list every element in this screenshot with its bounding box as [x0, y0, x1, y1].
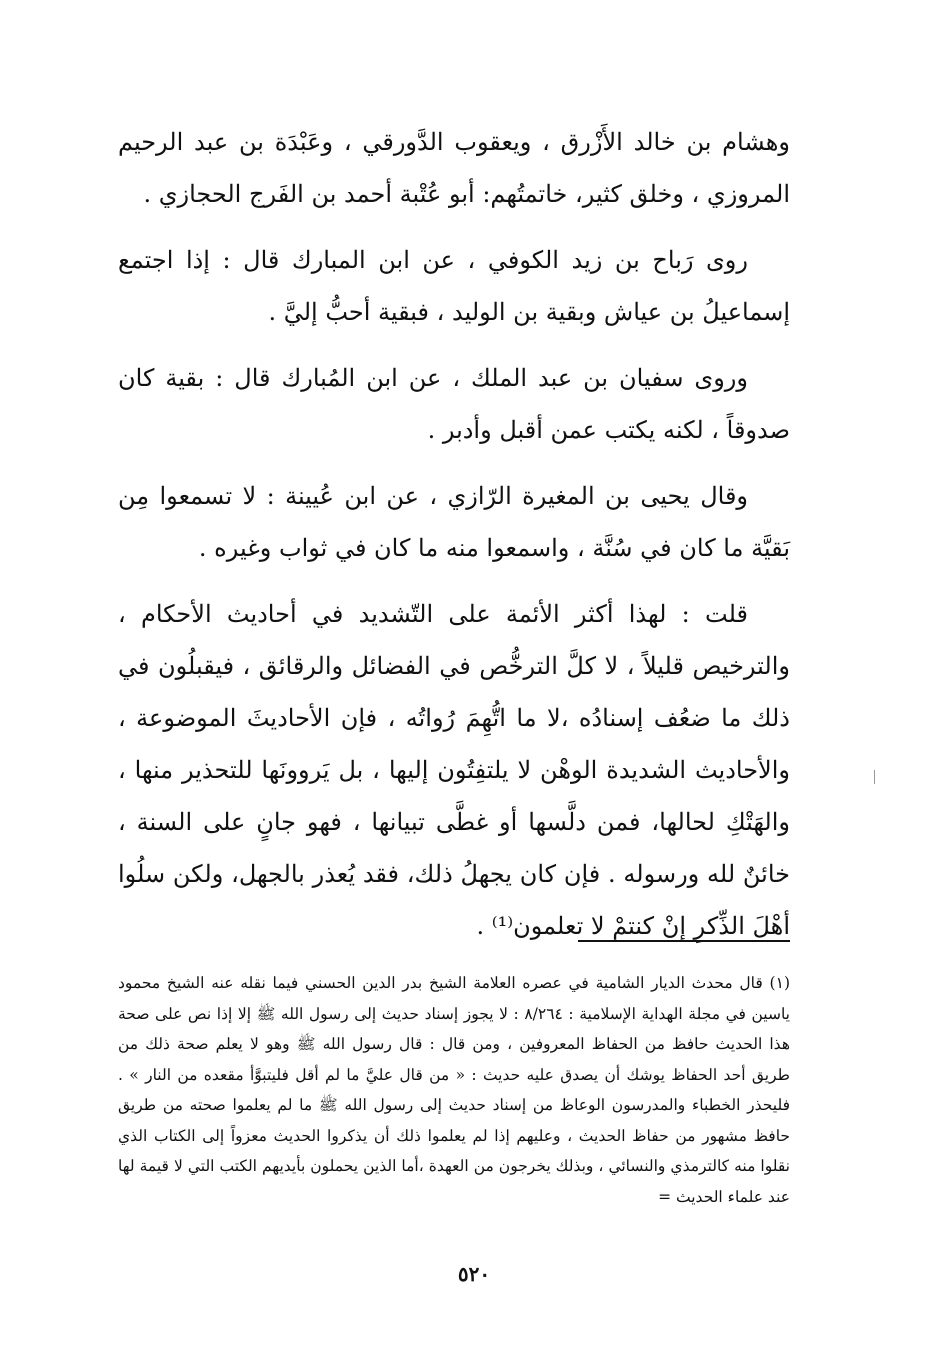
- paragraph-3: وروى سفيان بن عبد الملك ، عن ابن المُبارك قال : بقية كان صدوقاً ، لكنه يكتب عمن أقبل وأدبر .: [118, 364, 790, 444]
- scan-mark: [874, 770, 875, 784]
- paragraph-4: وقال يحيى بن المغيرة الرّازي ، عن ابن عُيينة : لا تسمعوا مِن بَقيَّة ما كان في سُنَّة ، واسمعوا منه ما كان في ثواب وغيره .: [118, 482, 790, 562]
- paragraph-2: روى رَباح بن زيد الكوفي ، عن ابن المبارك قال : إذا اجتمع إسماعيلُ بن عياش وبقية بن الوليد ، فبقية أحبُّ إليَّ .: [118, 246, 790, 326]
- footnote-1: (١) قال محدث الديار الشامية في عصره العلامة الشيخ بدر الدين الحسني فيما نقله عنه الشيخ محمود ياسين في مجلة الهداية الإسلامية : ٨/٢٦٤ : لا يجوز إسناد حديث إلى رسول الله ﷺ إلا إذا نص على صحة هذا الحديث حافظ من الحفاظ المعروفين ، ومن قال : قال رسول الله ﷺ وهو لا يعلم صحة ذلك من طريق أحد الحفاظ يوشك أن يصدق عليه حديث : « من قال عليَّ ما لم أقل فليتبوَّأ مقعده من النار » . فليحذر الخطباء والمدرسون الوعاظ من إسناد حديث إلى رسول الله ﷺ ما لم يعلموا صحته من طريق حافظ مشهور من حفاظ الحديث ، وعليهم إذا لم يعلموا ذلك أن يذكروا الحديث معزواً إلى الكتاب الذي نقلوا منه كالترمذي والنسائي ، وبذلك يخرجون من العهدة ،أما الذين يحملون بأيديهم الكتب التي لا قيمة لها عند علماء الحديث =: [118, 974, 790, 1206]
- paragraph-1: وهشام بن خالد الأَزْرق ، ويعقوب الدَّورقي ، وعَبْدَة بن عبد الرحيم المروزي ، وخلق كثير، خاتمتُهم: أبو عُتْبة أحمد بن الفَرج الحجازي .: [118, 128, 790, 208]
- page-number: ٥٢٠: [457, 1262, 491, 1286]
- paragraph-5: قلت : لهذا أكثر الأئمة على التّشديد في أحاديث الأحكام ، والترخيص قليلاً ، لا كلَّ الترخُّص في الفضائل والرقائق ، فيقبلُون في ذلك ما ضعُف إسنادُه ،لا ما اتُّهِمَ رُواتُه ، فإن الأحاديثَ الموضوعة ، والأحاديث الشديدة الوهْن لا يلتفِتُون إليها ، بل يَروونَها للتحذير منها ، والهَتْكِ لحالها، فمن دلَّسها أو غطَّى تبيانها ، فهو جانٍ على السنة ، خائنٌ لله ورسوله . فإن كان يجهلُ ذلك، فقد يُعذر بالجهل، ولكن سلُوا أهْلَ الذِّكرِ إنْ كنتمْ لا تعلمون⁽¹⁾ .: [118, 600, 790, 940]
- footnotes-block: [118, 968, 790, 1212]
- footnote-divider: [578, 940, 790, 942]
- main-text-block: [118, 116, 790, 966]
